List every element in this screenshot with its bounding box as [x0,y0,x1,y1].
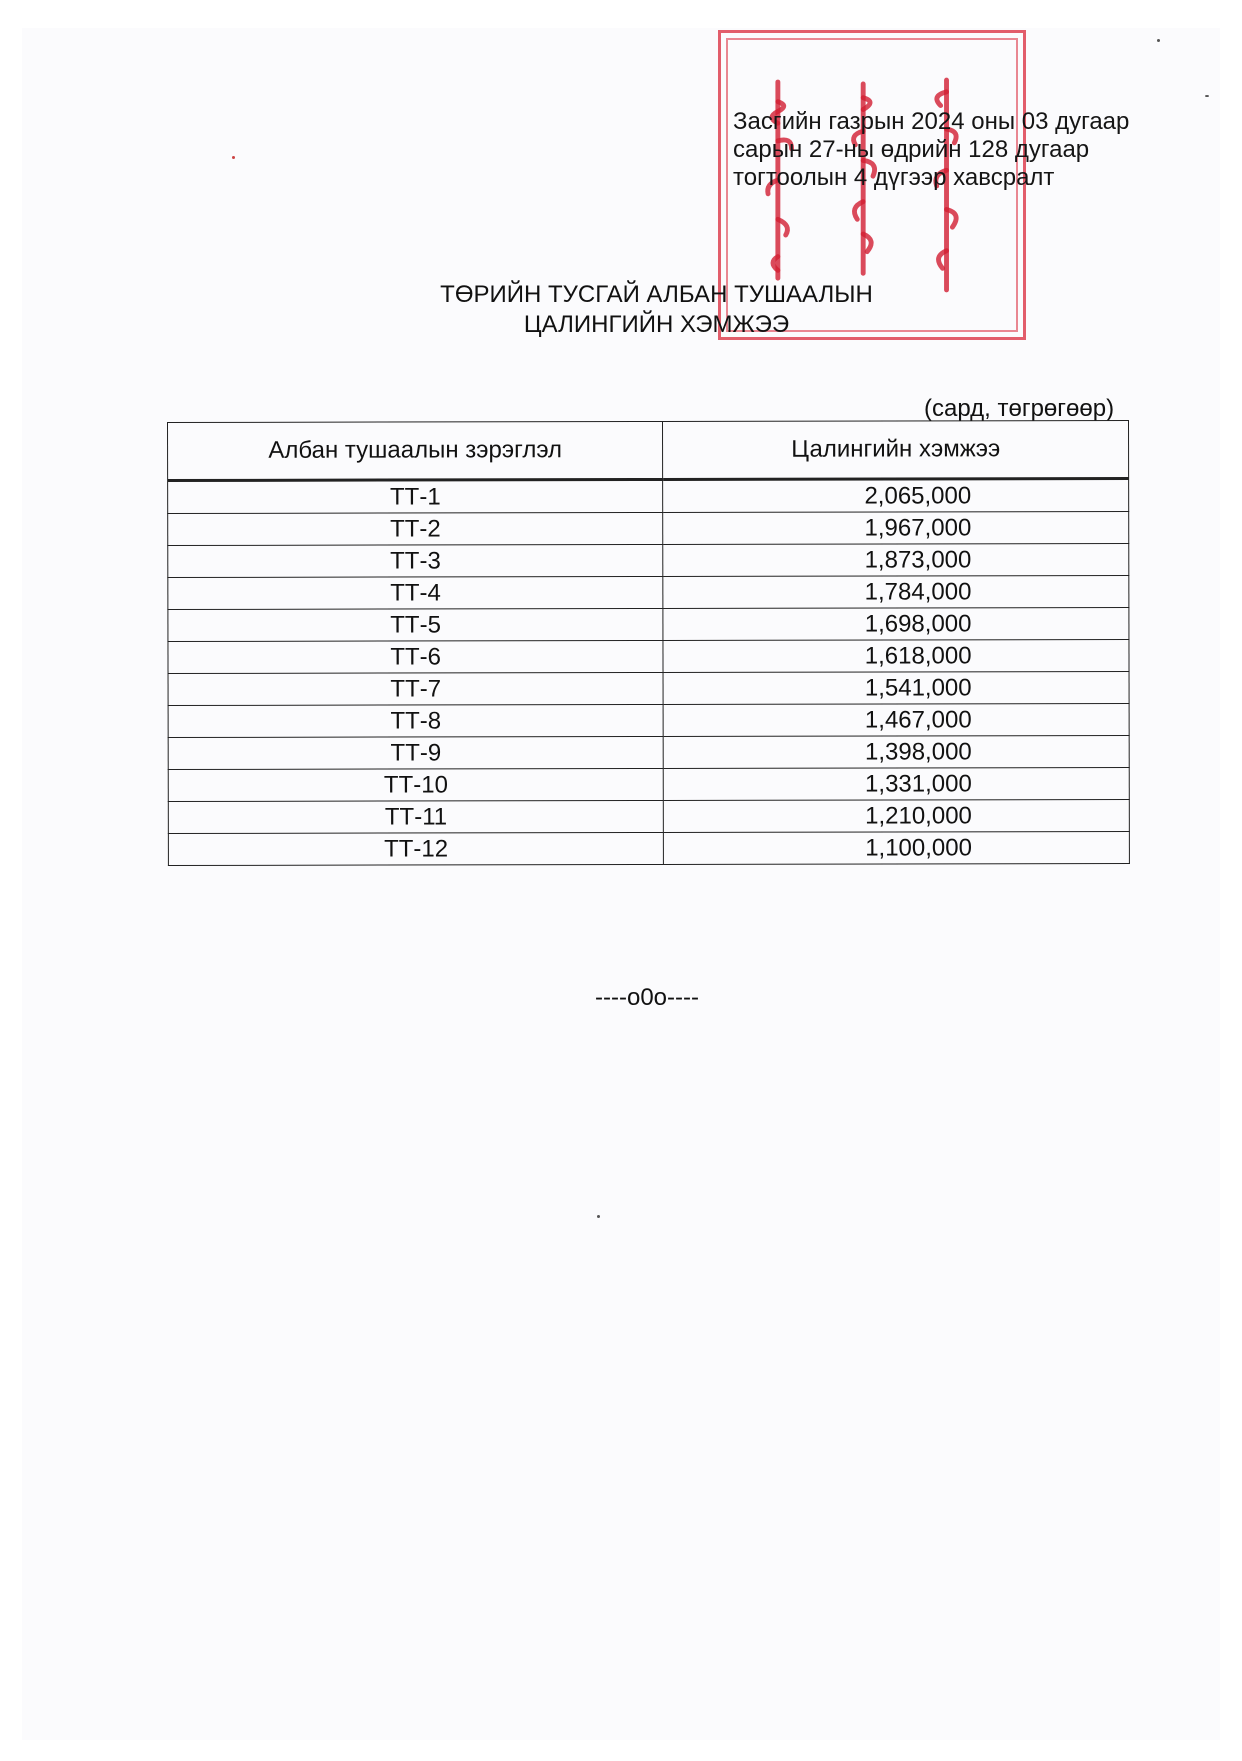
table-row [168,799,1129,833]
grade-cell: ТТ-8 [168,704,663,737]
table-row [168,639,1129,673]
grade-cell: ТТ-5 [168,608,663,641]
title-line-1: ТӨРИЙН ТУСГАЙ АЛБАН ТУШААЛЫН [440,281,873,308]
table-row [168,543,1129,577]
scan-speck [1157,39,1160,42]
salary-cell: 2,065,000 [663,478,1129,512]
salary-cell: 1,331,000 [664,767,1130,800]
document-title [340,280,973,340]
unit-note: (сард, төгрөгөөр) [924,395,1115,422]
salary-cell: 1,398,000 [664,735,1130,768]
grade-cell: ТТ-4 [168,576,663,609]
salary-cell: 1,100,000 [664,831,1130,864]
grade-cell: ТТ-12 [168,832,663,865]
grade-cell: ТТ-2 [168,512,663,545]
salary-cell: 1,784,000 [663,575,1129,608]
table-row [168,703,1129,737]
resolution-reference-line: сарын 27-ны өдрийн 128 дугаар [733,136,1090,163]
salary-cell: 1,618,000 [663,639,1129,672]
table-header-row [168,420,1129,480]
table-row [168,607,1129,641]
table-row [168,575,1129,609]
salary-cell: 1,541,000 [663,671,1129,704]
grade-cell: ТТ-3 [168,544,663,577]
scan-speck [232,156,235,159]
salary-table [167,420,1130,866]
salary-cell: 1,467,000 [663,703,1129,736]
title-line-2: ЦАЛИНГИЙН ХЭМЖЭЭ [523,311,790,338]
column-header-grade: Албан тушаалын зэрэглэл [168,421,663,480]
resolution-reference-line: Засгийн газрын 2024 оны 03 дугаар [733,108,1130,135]
table-row [168,511,1129,545]
end-of-document-mark: ----o0o---- [595,984,699,1011]
grade-cell: ТТ-11 [168,800,663,833]
salary-cell: 1,210,000 [664,799,1130,832]
scan-speck [597,1215,600,1218]
table-row [168,671,1129,705]
column-header-salary: Цалингийн хэмжээ [663,420,1129,479]
table-row [168,478,1129,513]
table-row [168,735,1129,769]
table-row [168,831,1129,865]
scan-speck [1205,95,1209,97]
resolution-reference [733,108,1129,192]
salary-cell: 1,967,000 [663,511,1129,544]
grade-cell: ТТ-9 [168,736,663,769]
grade-cell: ТТ-10 [168,768,663,801]
resolution-reference-line: тогтоолын 4 дүгээр хавсралт [733,164,1055,191]
grade-cell: ТТ-6 [168,640,663,673]
grade-cell: ТТ-1 [168,479,663,513]
table-row [168,767,1129,801]
grade-cell: ТТ-7 [168,672,663,705]
salary-cell: 1,698,000 [663,607,1129,640]
salary-cell: 1,873,000 [663,543,1129,576]
